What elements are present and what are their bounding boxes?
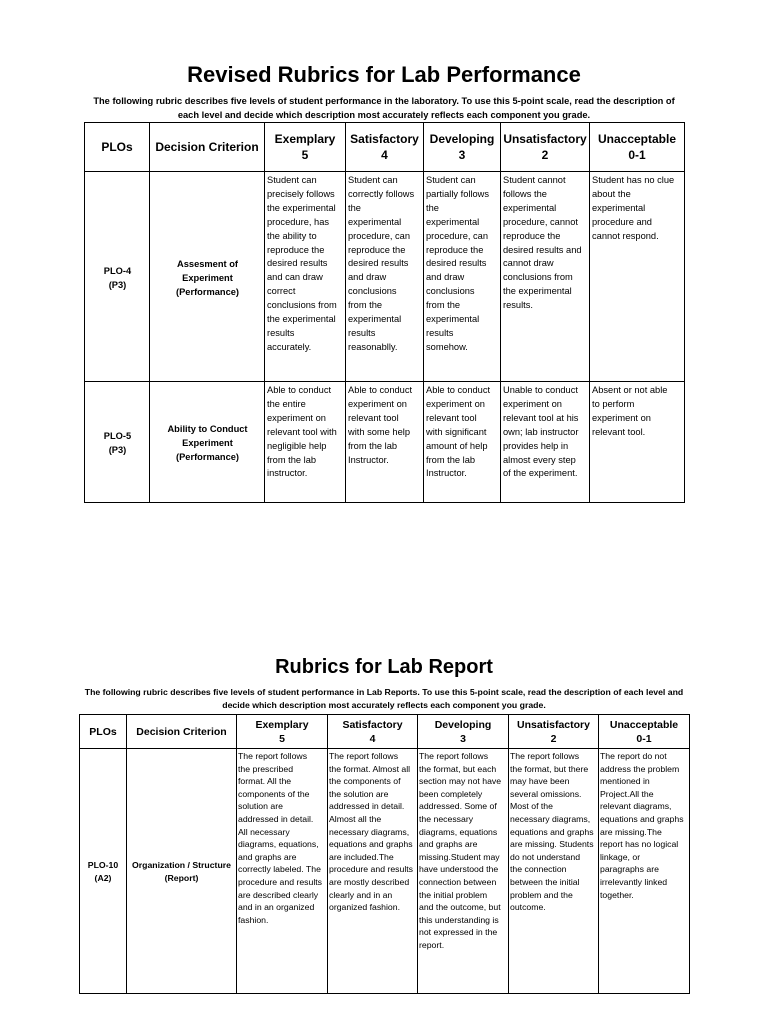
criterion-cell: Assesment of Experiment (Performance) [150, 172, 265, 382]
table-row [85, 382, 685, 503]
unsatisfactory-cell: The report follows the format, but there may have been several omissions. Most of the necessary diagrams, equations and graphs are missing. Students do not understand the connection between the initial problem and the outcome. [509, 749, 599, 994]
criterion-cell: Ability to Conduct Experiment (Performance) [150, 382, 265, 503]
lab-performance-title: Revised Rubrics for Lab Performance [187, 62, 581, 87]
satisfactory-cell: Able to conduct experiment on relevant tool with some help from the lab Instructor. [346, 382, 424, 503]
header-row [85, 123, 685, 172]
developing-cell: Able to conduct experiment on relevant tool with significant amount of help from the lab Instructor. [424, 382, 501, 503]
criterion-header: Decision Criterion [127, 715, 237, 749]
header-row [80, 715, 690, 749]
unsatisfactory-header: Unsatisfactory 2 [501, 123, 590, 172]
table-row [80, 749, 690, 994]
criterion-header: Decision Criterion [150, 123, 265, 172]
unacceptable-cell: Student has no clue about the experimental procedure and cannot respond. [590, 172, 685, 382]
satisfactory-header: Satisfactory 4 [346, 123, 424, 172]
plos-header: PLOs [80, 715, 127, 749]
lab-performance-rubric-table [84, 122, 685, 503]
unacceptable-cell: The report do not address the problem mentioned in Project.All the relevant diagrams, equations and graphs are missing.The report has no logical linkage, or paragraphs are irrelevantly linked together. [599, 749, 690, 994]
satisfactory-cell: Student can correctly follows the experimental procedure, can reproduce the desired results and draw conclusions from the experimental results reasonablly. [346, 172, 424, 382]
lab-report-title: Rubrics for Lab Report [275, 656, 493, 678]
plos-header: PLOs [85, 123, 150, 172]
satisfactory-header: Satisfactory 4 [328, 715, 418, 749]
developing-cell: The report follows the format, but each section may not have been completely addressed. Some of the necessary diagrams, equations and graphs are missing.Student may have understood the connection between the initial problem and the outcome, but this understanding is not expressed in the report. [418, 749, 509, 994]
exemplary-cell: The report follows the prescribed format. All the components of the solution are addressed in detail. All necessary diagrams, equations, and graphs are correctly labeled. The procedure and results are described clearly and in an organized fashion. [237, 749, 328, 994]
lab-report-intro: The following rubric describes five levels of student performance in Lab Reports. To use this 5-point scale, read the description of each level and decide which description most accurately reflects each component you grade. [84, 687, 684, 710]
lab-performance-intro: The following rubric describes five levels of student performance in the laboratory. To use this 5-point scale, read the description of each level and decide which description most accurately reflects each component you grade. [93, 96, 675, 120]
developing-cell: Student can partially follows the experimental procedure, can reproduce the desired results and draw conclusions from the experimental results somehow. [424, 172, 501, 382]
exemplary-cell: Student can precisely follows the experimental procedure, has the ability to reproduce the desired results and can draw correct conclusions from the experimental results accurately. [265, 172, 346, 382]
lab-report-rubric-table [79, 714, 690, 994]
plo-cell: PLO-10 (A2) [80, 749, 127, 994]
exemplary-cell: Able to conduct the entire experiment on relevant tool with negligible help from the lab instructor. [265, 382, 346, 503]
unacceptable-header: Unacceptable 0-1 [599, 715, 690, 749]
developing-header: Developing 3 [424, 123, 501, 172]
plo-cell: PLO-5 (P3) [85, 382, 150, 503]
exemplary-header: Exemplary 5 [265, 123, 346, 172]
unsatisfactory-cell: Student cannot follows the experimental procedure, cannot reproduce the desired results and cannot draw conclusions from the experimental results. [501, 172, 590, 382]
criterion-cell: Organization / Structure (Report) [127, 749, 237, 994]
developing-header: Developing 3 [418, 715, 509, 749]
plo-cell: PLO-4 (P3) [85, 172, 150, 382]
table-row [85, 172, 685, 382]
unacceptable-cell: Absent or not able to perform experiment on relevant tool. [590, 382, 685, 503]
satisfactory-cell: The report follows the format. Almost all the components of the solution are addressed in detail. Almost all the necessary diagrams, equations and graphs are included.The procedure and results are mostly described clearly and in an organized fashion. [328, 749, 418, 994]
unacceptable-header: Unacceptable 0-1 [590, 123, 685, 172]
exemplary-header: Exemplary 5 [237, 715, 328, 749]
unsatisfactory-cell: Unable to conduct experiment on relevant tool at his own; lab instructor provides help in almost every step of the experiment. [501, 382, 590, 503]
unsatisfactory-header: Unsatisfactory 2 [509, 715, 599, 749]
